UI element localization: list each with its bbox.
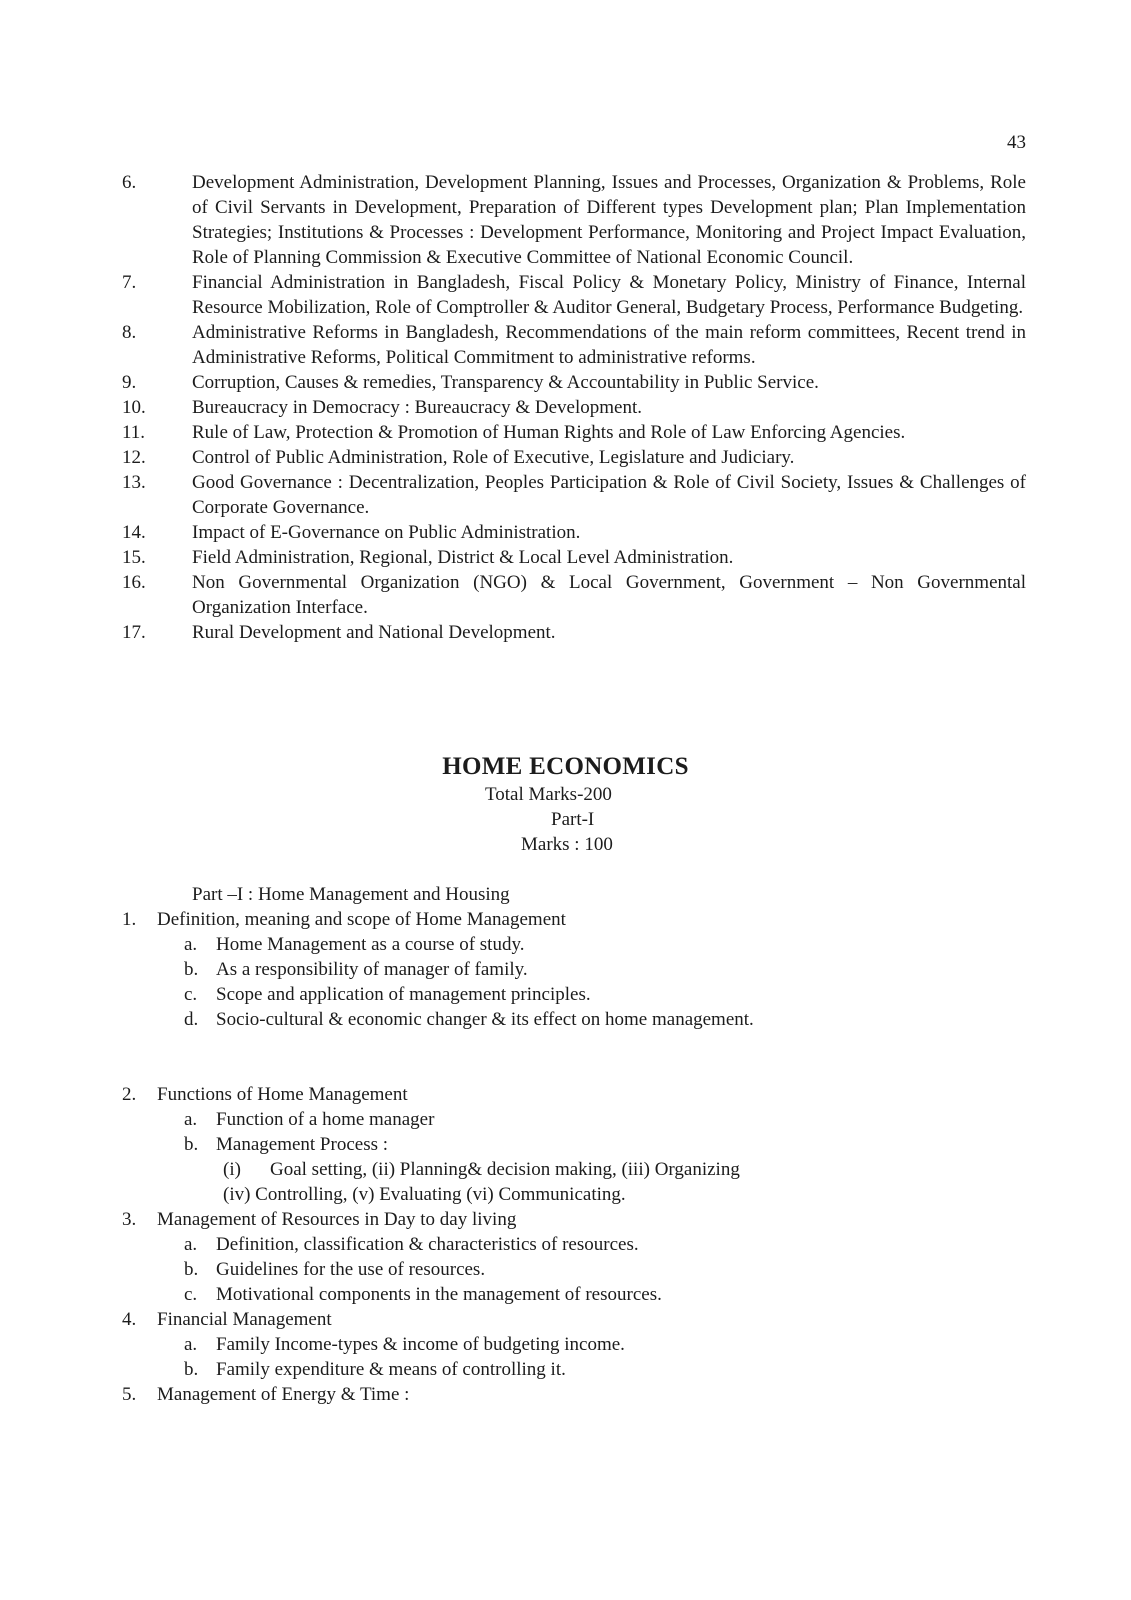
- sub-text: Home Management as a course of study.: [216, 934, 525, 955]
- list-item: [122, 370, 1026, 395]
- sub-letter: b.: [184, 1359, 199, 1380]
- item-number: 7.: [122, 272, 137, 293]
- list-item: [122, 170, 1026, 270]
- part-heading: Part –I : Home Management and Housing: [192, 884, 510, 905]
- sub-item: [122, 1257, 1022, 1282]
- list-item: [122, 445, 1026, 470]
- item-number: 13.: [122, 472, 146, 493]
- sub-text: Motivational components in the management of resources.: [216, 1284, 662, 1305]
- item-number: 12.: [122, 447, 146, 468]
- spacer: [122, 1032, 1022, 1082]
- item-number: 14.: [122, 522, 146, 543]
- list-item: [122, 570, 1026, 620]
- list-item: [122, 620, 1026, 645]
- item-number: 3.: [122, 1209, 137, 1230]
- sub-text: Management Process :: [216, 1134, 389, 1155]
- list-item: [122, 270, 1026, 320]
- item-number: 6.: [122, 172, 137, 193]
- sub-letter: c.: [184, 984, 198, 1005]
- sub-item: [122, 1332, 1022, 1357]
- page-number: 43: [1007, 132, 1026, 153]
- list-item: [122, 545, 1026, 570]
- sub-text: Socio-cultural & economic changer & its effect on home management.: [216, 1009, 754, 1030]
- item-text: Financial Administration in Bangladesh, Fiscal Policy & Monetary Policy, Ministry of Finance, Internal Resource Mobilization, Role of Comptroller & Auditor General, Budgetary Process, Performance Budgeting.: [192, 272, 1026, 318]
- item-number: 16.: [122, 572, 146, 593]
- topic-list: [122, 170, 1026, 645]
- item-text: Control of Public Administration, Role of Executive, Legislature and Judiciary.: [192, 447, 795, 468]
- process-text: Goal setting, (ii) Planning& decision making, (iii) Organizing: [270, 1159, 740, 1180]
- item-text: Management of Energy & Time :: [157, 1384, 410, 1405]
- item-text: Definition, meaning and scope of Home Management: [157, 909, 566, 930]
- item-number: 8.: [122, 322, 137, 343]
- sub-text: Family Income-types & income of budgeting income.: [216, 1334, 625, 1355]
- marks-label: Marks : 100: [521, 834, 613, 855]
- item-number: 5.: [122, 1384, 137, 1405]
- item-text: Field Administration, Regional, District & Local Level Administration.: [192, 547, 734, 568]
- item-number: 4.: [122, 1309, 137, 1330]
- process-line: (iv) Controlling, (v) Evaluating (vi) Communicating.: [223, 1184, 626, 1205]
- sub-text: Guidelines for the use of resources.: [216, 1259, 486, 1280]
- list-item: [122, 1307, 1022, 1332]
- section-title: HOME ECONOMICS: [442, 753, 689, 780]
- item-number: 1.: [122, 909, 137, 930]
- list-item: [122, 1207, 1022, 1232]
- item-text: Impact of E-Governance on Public Administration.: [192, 522, 581, 543]
- sub-letter: b.: [184, 959, 199, 980]
- sub-item: [122, 1357, 1022, 1382]
- item-text: Good Governance : Decentralization, Peoples Participation & Role of Civil Society, Issues & Challenges of Corporate Governance.: [192, 472, 1026, 518]
- item-number: 17.: [122, 622, 146, 643]
- sub-item: [122, 932, 1022, 957]
- item-text: Financial Management: [157, 1309, 332, 1330]
- sub-item: [122, 982, 1022, 1007]
- item-text: Management of Resources in Day to day living: [157, 1209, 517, 1230]
- sub-text: Scope and application of management principles.: [216, 984, 591, 1005]
- sub-letter: c.: [184, 1284, 198, 1305]
- syllabus: [122, 882, 1022, 1407]
- sub-letter: b.: [184, 1134, 199, 1155]
- sub-item: [122, 1282, 1022, 1307]
- item-text: Bureaucracy in Democracy : Bureaucracy & Development.: [192, 397, 642, 418]
- item-number: 2.: [122, 1084, 137, 1105]
- sub-letter: a.: [184, 934, 198, 955]
- item-text: Functions of Home Management: [157, 1084, 408, 1105]
- list-item: [122, 1382, 1022, 1407]
- item-text: Rule of Law, Protection & Promotion of Human Rights and Role of Law Enforcing Agencies.: [192, 422, 906, 443]
- sub-text: Family expenditure & means of controlling it.: [216, 1359, 566, 1380]
- item-text: Non Governmental Organization (NGO) & Local Government, Government – Non Governmental Organization Interface.: [192, 572, 1026, 618]
- list-item: [122, 420, 1026, 445]
- list-item: [122, 395, 1026, 420]
- sub-text: As a responsibility of manager of family.: [216, 959, 528, 980]
- sub-item: [122, 1007, 1022, 1032]
- sub-letter: a.: [184, 1334, 198, 1355]
- sub-letter: d.: [184, 1009, 199, 1030]
- item-text: Development Administration, Development Planning, Issues and Processes, Organization & Problems, Role of Civil Servants in Development, Preparation of Different types Development plan; Plan Implementation Strategies; Institutions & Processes : Development Performance, Monitoring and Project Impact Evaluation, Role of Planning Commission & Executive Committee of National Economic Council.: [192, 172, 1026, 268]
- total-marks: Total Marks-200: [485, 784, 612, 805]
- sub-letter: a.: [184, 1109, 198, 1130]
- item-text: Rural Development and National Development.: [192, 622, 556, 643]
- sub-item: [122, 1107, 1022, 1132]
- item-number: 15.: [122, 547, 146, 568]
- sub-text: Function of a home manager: [216, 1109, 435, 1130]
- sub-item: [122, 957, 1022, 982]
- item-text: Administrative Reforms in Bangladesh, Recommendations of the main reform committees, Recent trend in Administrative Reforms, Political Commitment to administrative reforms.: [192, 322, 1026, 368]
- list-item: [122, 320, 1026, 370]
- sub-text: Definition, classification & characteristics of resources.: [216, 1234, 639, 1255]
- item-number: 9.: [122, 372, 137, 393]
- list-item: [122, 520, 1026, 545]
- list-item: [122, 907, 1022, 932]
- item-number: 11.: [122, 422, 146, 443]
- process-number: (i): [223, 1159, 241, 1180]
- part-label: Part-I: [551, 809, 595, 830]
- list-item: [122, 470, 1026, 520]
- item-text: Corruption, Causes & remedies, Transparency & Accountability in Public Service.: [192, 372, 819, 393]
- sub-letter: b.: [184, 1259, 199, 1280]
- list-item: [122, 1082, 1022, 1107]
- sub-letter: a.: [184, 1234, 198, 1255]
- sub-item: [122, 1132, 1022, 1157]
- process-line: [122, 1157, 1022, 1182]
- sub-item: [122, 1232, 1022, 1257]
- item-number: 10.: [122, 397, 146, 418]
